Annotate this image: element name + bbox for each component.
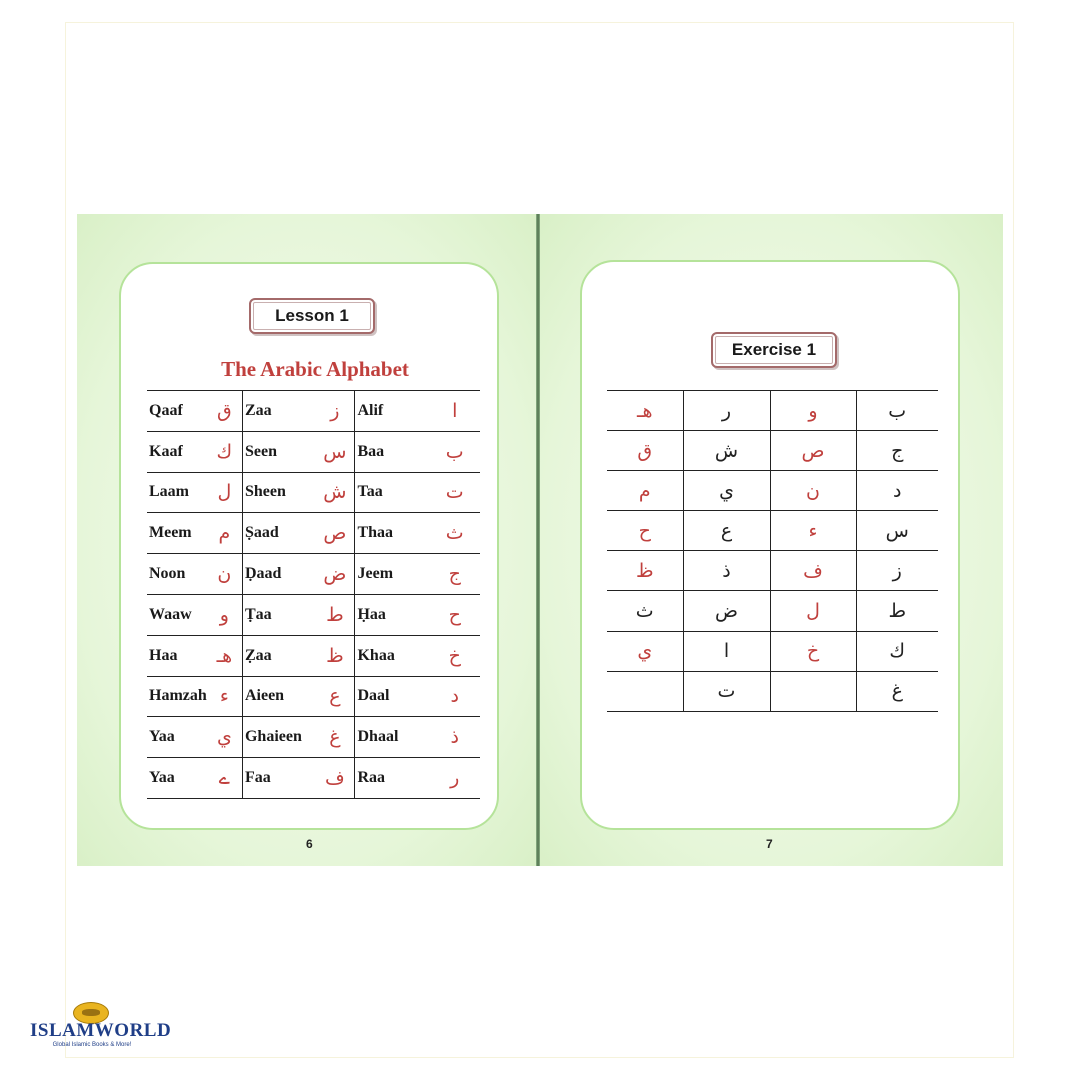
exercise-letter: ض: [683, 591, 770, 631]
letter-name: Kaaf: [147, 431, 207, 472]
letter-name: Baa: [355, 431, 430, 472]
arabic-letter: ج: [429, 554, 480, 595]
letter-name: Meem: [147, 513, 207, 554]
letter-name: Noon: [147, 554, 207, 595]
letter-name: Zaa: [242, 391, 315, 432]
exercise-letter: ذ: [683, 551, 770, 591]
letter-name: Ṣaad: [242, 513, 315, 554]
arabic-letter: ع: [315, 676, 355, 717]
arabic-letter: ر: [429, 758, 480, 799]
letter-name: Taa: [355, 472, 430, 513]
table-row: [607, 391, 938, 431]
arabic-letter: ي: [207, 717, 243, 758]
arabic-letter: ا: [429, 391, 480, 432]
table-row: [607, 671, 938, 711]
arabic-letter: ظ: [315, 635, 355, 676]
letter-name: Qaaf: [147, 391, 207, 432]
exercise-letter: ظ: [607, 551, 683, 591]
exercise-letter: خ: [770, 631, 856, 671]
arabic-letter: ض: [315, 554, 355, 595]
table-row: [147, 758, 480, 799]
exercise-letter: ي: [683, 471, 770, 511]
logo-name: ISLAMWORLD: [30, 1020, 172, 1041]
page-number-left: 6: [306, 837, 313, 851]
exercise-letter: ح: [607, 511, 683, 551]
exercise-letter: ز: [856, 551, 938, 591]
exercise-letter: ا: [683, 631, 770, 671]
arabic-letter: د: [429, 676, 480, 717]
table-row: [147, 594, 480, 635]
exercise-letter: م: [607, 471, 683, 511]
exercise-letter: ك: [856, 631, 938, 671]
page-number-right: 7: [766, 837, 773, 851]
table-row: [607, 511, 938, 551]
table-row: [147, 554, 480, 595]
letter-name: Aieen: [242, 676, 315, 717]
arabic-letter: ت: [429, 472, 480, 513]
exercise-letter: ب: [856, 391, 938, 431]
letter-name: Jeem: [355, 554, 430, 595]
letter-name: Ghaieen: [242, 717, 315, 758]
right-page: [540, 214, 1003, 866]
table-row: [607, 631, 938, 671]
letter-name: Laam: [147, 472, 207, 513]
exercise-letter: ف: [770, 551, 856, 591]
book-spread: [77, 214, 1003, 866]
exercise-letter: ي: [607, 631, 683, 671]
exercise-letter: ء: [770, 511, 856, 551]
lesson-label: Lesson 1: [249, 298, 375, 334]
arabic-letter: هـ: [207, 635, 243, 676]
exercise-letter: ث: [607, 591, 683, 631]
arabic-letter: ب: [429, 431, 480, 472]
table-row: [147, 391, 480, 432]
letter-name: Daal: [355, 676, 430, 717]
arabic-letter: ء: [207, 676, 243, 717]
exercise-letter: ر: [683, 391, 770, 431]
exercise-letter: ن: [770, 471, 856, 511]
arabic-letter: خ: [429, 635, 480, 676]
exercise-table: [607, 390, 938, 712]
exercise-letter: ج: [856, 431, 938, 471]
letter-name: Ṭaa: [242, 594, 315, 635]
letter-name: Dhaal: [355, 717, 430, 758]
arabic-letter: ش: [315, 472, 355, 513]
letter-name: Sheen: [242, 472, 315, 513]
arabic-letter: ث: [429, 513, 480, 554]
exercise-letter: غ: [856, 671, 938, 711]
alphabet-table: [147, 390, 480, 799]
exercise-letter: ط: [856, 591, 938, 631]
table-row: [147, 431, 480, 472]
arabic-letter: ل: [207, 472, 243, 513]
arabic-letter: ك: [207, 431, 243, 472]
arabic-letter: ط: [315, 594, 355, 635]
letter-name: Haa: [147, 635, 207, 676]
table-row: [147, 472, 480, 513]
arabic-letter: ذ: [429, 717, 480, 758]
letter-name: Raa: [355, 758, 430, 799]
table-row: [147, 676, 480, 717]
exercise-letter: ع: [683, 511, 770, 551]
arabic-letter: ز: [315, 391, 355, 432]
exercise-letter: و: [770, 391, 856, 431]
letter-name: Ḥaa: [355, 594, 430, 635]
exercise-letter: ت: [683, 671, 770, 711]
letter-name: Waaw: [147, 594, 207, 635]
table-row: [607, 591, 938, 631]
arabic-letter: غ: [315, 717, 355, 758]
exercise-letter: ص: [770, 431, 856, 471]
letter-name: Yaa: [147, 717, 207, 758]
exercise-letter: ق: [607, 431, 683, 471]
exercise-letter: د: [856, 471, 938, 511]
left-page: [77, 214, 537, 866]
arabic-letter: و: [207, 594, 243, 635]
page-title: The Arabic Alphabet: [221, 357, 409, 381]
exercise-letter: س: [856, 511, 938, 551]
letter-name: Thaa: [355, 513, 430, 554]
exercise-letter: [607, 671, 683, 711]
arabic-letter: ح: [429, 594, 480, 635]
exercise-letter: [770, 671, 856, 711]
exercise-letter: ل: [770, 591, 856, 631]
islamworld-logo: [30, 1002, 172, 1052]
exercise-letter: ش: [683, 431, 770, 471]
table-row: [607, 551, 938, 591]
exercise-label: Exercise 1: [711, 332, 837, 368]
logo-tagline: Global Islamic Books & More!: [52, 1042, 132, 1048]
letter-name: Hamzah: [147, 676, 207, 717]
letter-name: Alif: [355, 391, 430, 432]
arabic-letter: س: [315, 431, 355, 472]
arabic-letter: ص: [315, 513, 355, 554]
letter-name: Faa: [242, 758, 315, 799]
letter-name: Ḍaad: [242, 554, 315, 595]
arabic-letter: ف: [315, 758, 355, 799]
table-row: [607, 431, 938, 471]
table-row: [147, 635, 480, 676]
table-row: [147, 513, 480, 554]
arabic-letter: ن: [207, 554, 243, 595]
letter-name: Seen: [242, 431, 315, 472]
letter-name: Khaa: [355, 635, 430, 676]
letter-name: Ẓaa: [242, 635, 315, 676]
table-row: [607, 471, 938, 511]
arabic-letter: ق: [207, 391, 243, 432]
arabic-letter: م: [207, 513, 243, 554]
table-row: [147, 717, 480, 758]
letter-name: Yaa: [147, 758, 207, 799]
exercise-letter: هـ: [607, 391, 683, 431]
arabic-letter: ے: [207, 758, 243, 799]
